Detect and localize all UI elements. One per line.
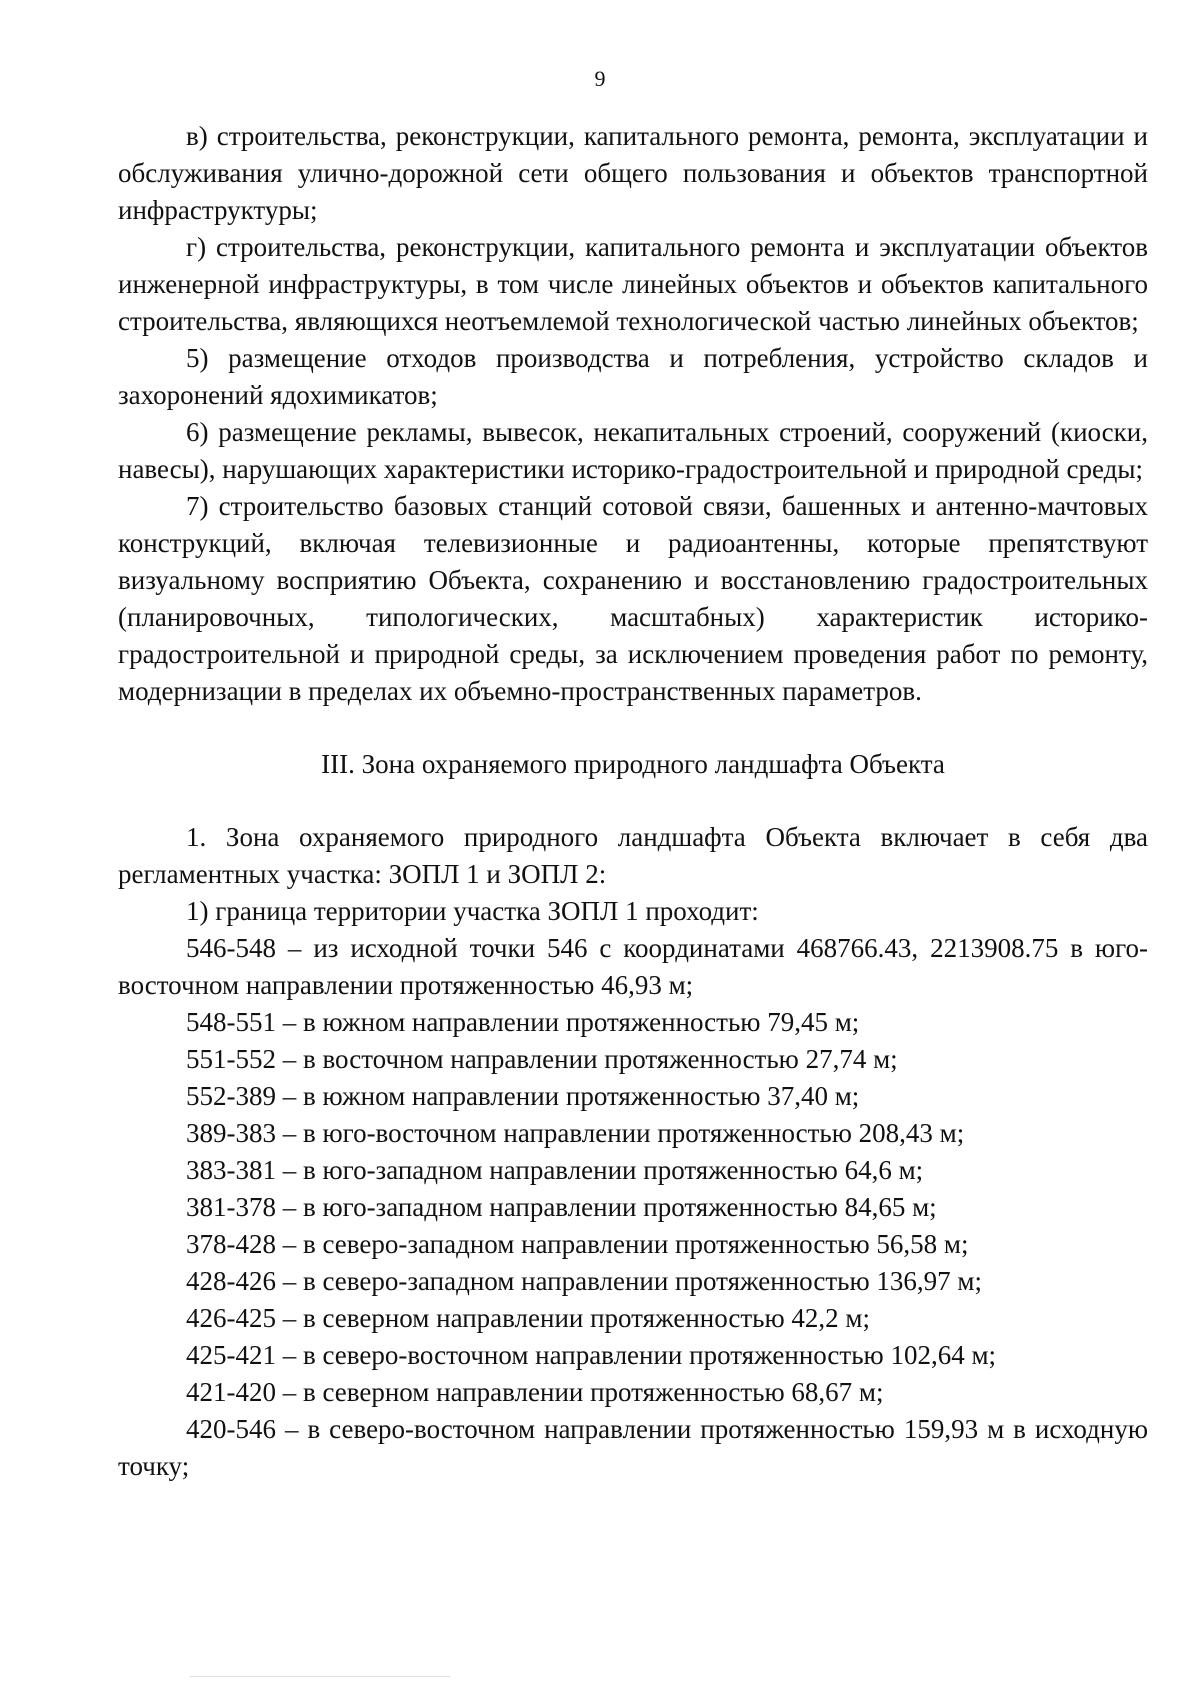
boundary-segment: 378-428 – в северо-западном направлении протяженностью 56,58 м; [186, 1229, 969, 1259]
boundary-segment: 389-383 – в юго-восточном направлении протяженностью 208,43 м; [186, 1118, 965, 1148]
paragraph-item-g: г) строительства, реконструкции, капитального ремонта и эксплуатации объектов инженерной инфраструктуры, в том числе линейных объектов и объектов капитального строительства, являющихся неотъемлемой технологической частью линейных объектов; [118, 232, 1148, 336]
document-body [118, 118, 1148, 1485]
scan-artifact-line [190, 1676, 450, 1677]
boundary-segment: 425-421 – в северо-восточном направлении протяженностью 102,64 м; [186, 1340, 997, 1370]
paragraph-item-v: в) строительства, реконструкции, капитального ремонта, ремонта, эксплуатации и обслуживания улично-дорожной сети общего пользования и объектов транспортной инфраструктуры; [118, 121, 1148, 225]
boundary-segment: 552-389 – в южном направлении протяженностью 37,40 м; [186, 1081, 860, 1111]
boundary-segment-first: 546-548 – из исходной точки 546 с координатами 468766.43, 2213908.75 в юго-восточном направлении протяженностью 46,93 м; [118, 933, 1148, 1000]
boundary-segment: 426-425 – в северном направлении протяженностью 42,2 м; [186, 1303, 871, 1333]
boundary-segment: 551-552 – в восточном направлении протяженностью 27,74 м; [186, 1044, 898, 1074]
page-number: 9 [594, 66, 606, 91]
section-intro-paragraph: 1. Зона охраняемого природного ландшафта Объекта включает в себя два регламентных участка: ЗОПЛ 1 и ЗОПЛ 2: [118, 822, 1148, 889]
boundary-segment: 421-420 – в северном направлении протяженностью 68,67 м; [186, 1377, 884, 1407]
boundary-segment: 428-426 – в северо-западном направлении протяженностью 136,97 м; [186, 1266, 982, 1296]
boundary-heading: 1) граница территории участка ЗОПЛ 1 проходит: [186, 896, 759, 926]
section-title: III. Зона охраняемого природного ландшафта Объекта [321, 749, 945, 779]
boundary-segment: 548-551 – в южном направлении протяженностью 79,45 м; [186, 1007, 860, 1037]
paragraph-item-6: 6) размещение рекламы, вывесок, некапитальных строений, сооружений (киоски, навесы), нарушающих характеристики историко-градостроительной и природной среды; [118, 417, 1148, 484]
paragraph-item-7: 7) строительство базовых станций сотовой связи, башенных и антенно-мачтовых конструкций, включая телевизионные и радиоантенны, которые препятствуют визуальному восприятию Объекта, сохранению и восстановлению градостроительных (планировочных, типологических, масштабных) характеристик историко-градостроительной и природной среды, за исключением проведения работ по ремонту, модернизации в пределах их объемно-пространственных параметров. [118, 491, 1148, 706]
boundary-segment: 383-381 – в юго-западном направлении протяженностью 64,6 м; [186, 1155, 924, 1185]
paragraph-item-5: 5) размещение отходов производства и потребления, устройство складов и захоронений ядохимикатов; [118, 343, 1148, 410]
boundary-segment: 381-378 – в юго-западном направлении протяженностью 84,65 м; [186, 1192, 937, 1222]
boundary-segment-last: 420-546 – в северо-восточном направлении протяженностью 159,93 м в исходную точку; [118, 1414, 1148, 1481]
